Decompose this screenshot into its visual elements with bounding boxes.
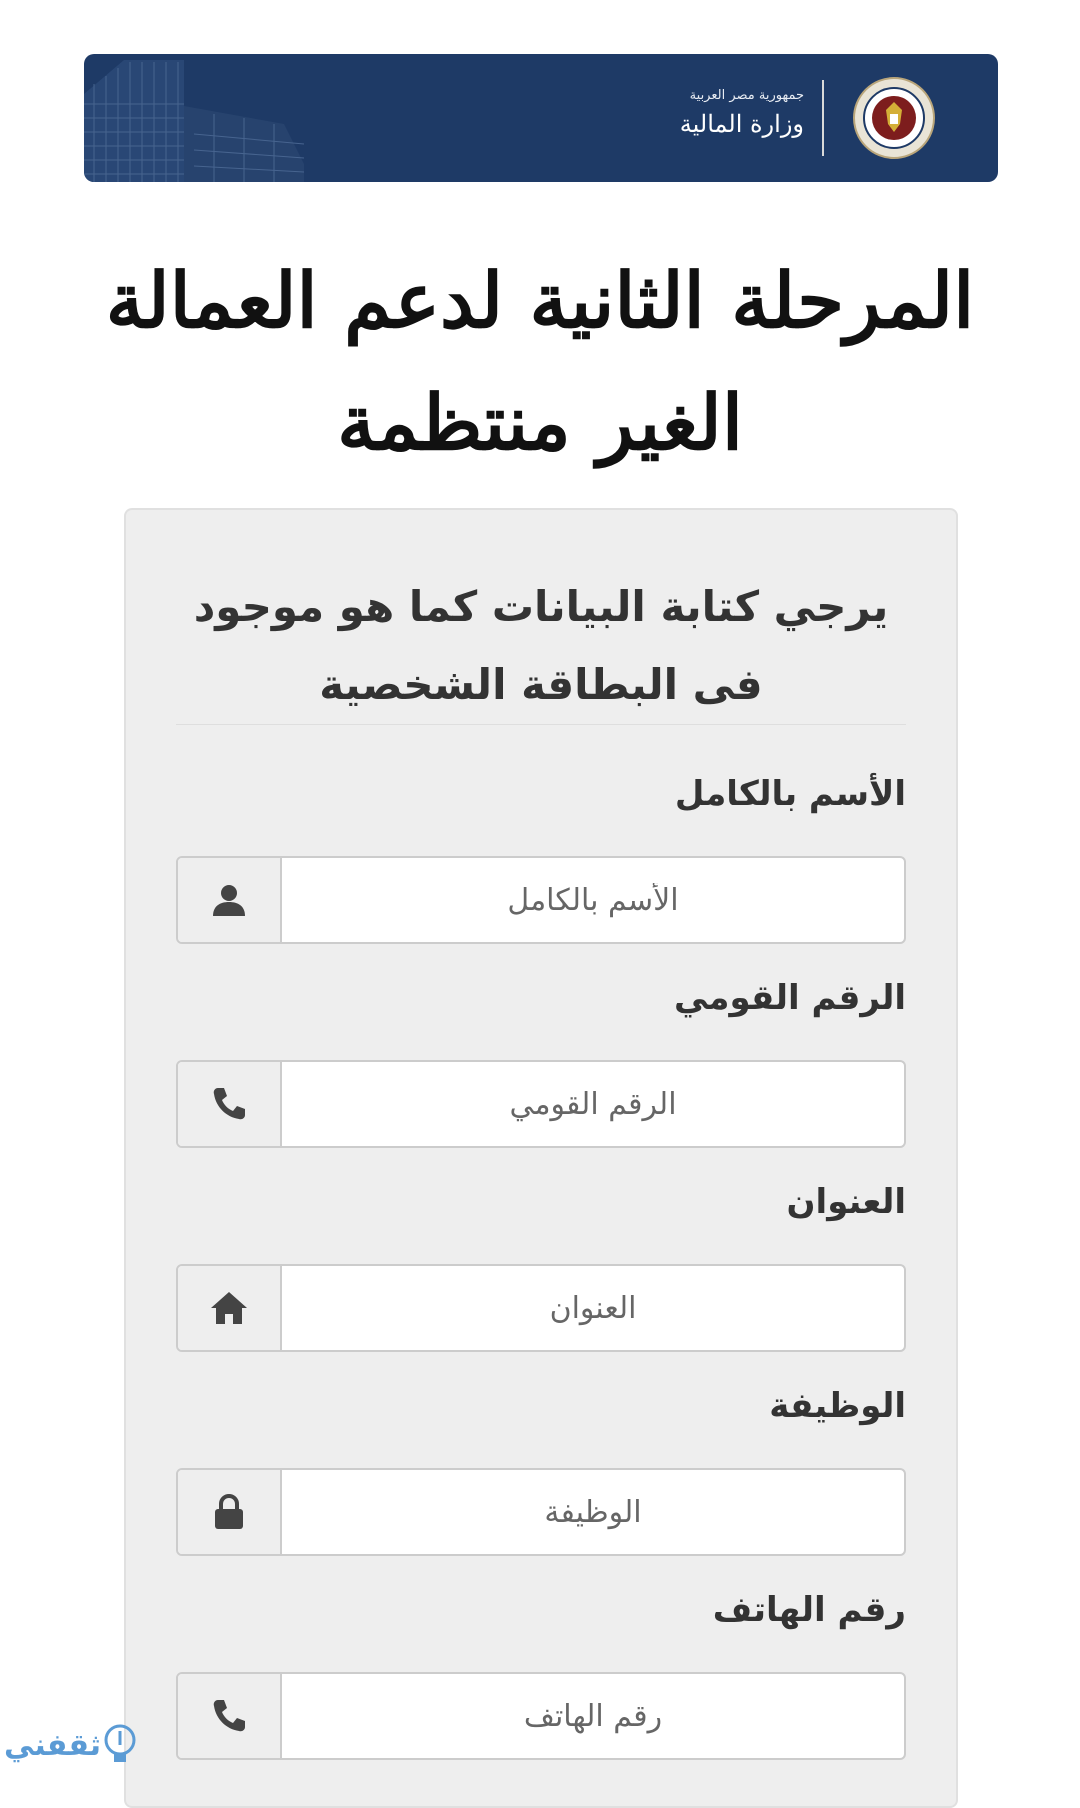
full-name-group <box>176 856 906 944</box>
banner-divider <box>822 80 824 156</box>
phone-icon <box>178 1674 282 1758</box>
watermark-text: ثقفني <box>4 1727 102 1763</box>
national-id-input[interactable] <box>282 1062 904 1146</box>
ministry-name: وزارة المالية <box>679 110 804 138</box>
phone-number-group <box>176 1672 906 1760</box>
header-banner <box>84 54 998 182</box>
instruction-divider <box>176 724 906 725</box>
job-group <box>176 1468 906 1556</box>
phone-number-label: رقم الهاتف <box>712 1590 906 1630</box>
form-instruction: يرجي كتابة البيانات كما هو موجود فى البطاقة الشخصية <box>193 582 889 709</box>
address-label: العنوان <box>786 1182 906 1222</box>
national-id-label: الرقم القومي <box>674 978 906 1018</box>
building-graphic <box>84 54 314 182</box>
ministry-seal-icon <box>852 76 936 160</box>
full-name-label: الأسم بالكامل <box>674 774 906 814</box>
lightbulb-icon <box>101 1723 139 1767</box>
home-icon <box>178 1266 282 1350</box>
national-id-group <box>176 1060 906 1148</box>
phone-number-input[interactable] <box>282 1674 904 1758</box>
address-input[interactable] <box>282 1266 904 1350</box>
republic-label: جمهورية مصر العربية <box>689 88 804 103</box>
full-name-input[interactable] <box>282 858 904 942</box>
page-title: المرحلة الثانية لدعم العمالة الغير منتظمة <box>105 256 975 467</box>
job-label: الوظيفة <box>769 1386 906 1426</box>
phone-icon <box>178 1062 282 1146</box>
registration-form <box>124 508 958 1808</box>
site-watermark <box>4 1720 139 1770</box>
job-input[interactable] <box>282 1470 904 1554</box>
lock-icon <box>178 1470 282 1554</box>
user-icon <box>178 858 282 942</box>
address-group <box>176 1264 906 1352</box>
